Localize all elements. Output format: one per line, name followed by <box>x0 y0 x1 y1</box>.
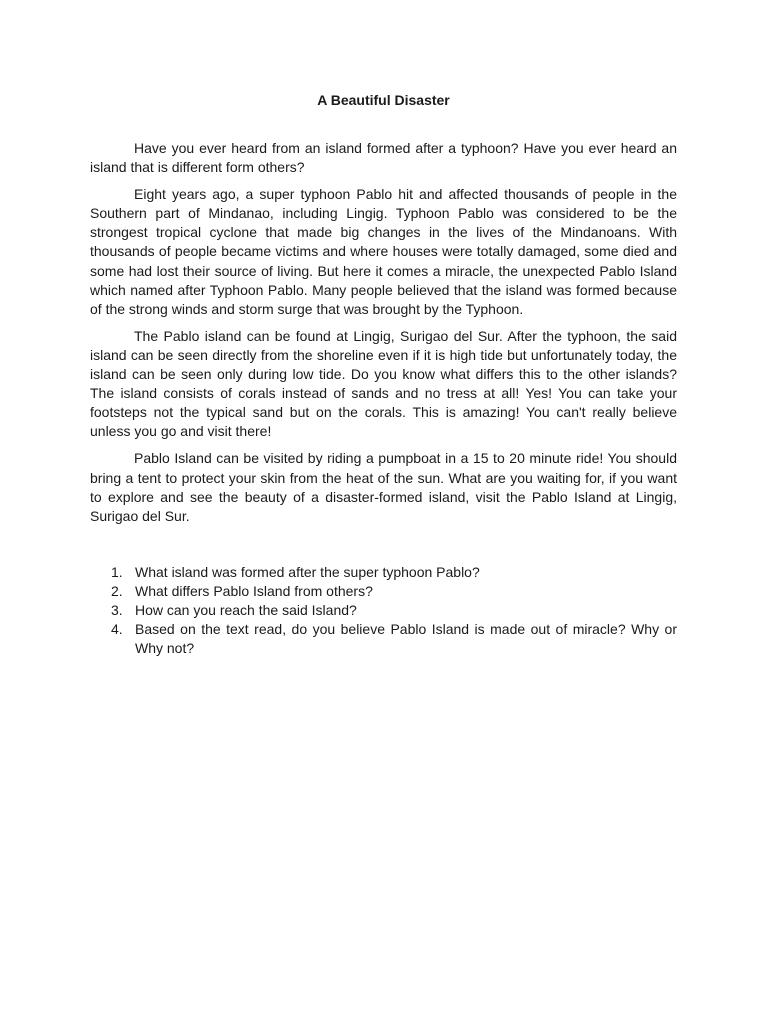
question-item <box>90 563 677 582</box>
question-item <box>90 582 677 601</box>
paragraph-location: The Pablo island can be found at Lingig, Surigao del Sur. After the typhoon, the said island can be seen directly from the shoreline even if it is high tide but unfortunately today, the island can be seen only during low tide. Do you know what differs this to the other islands? The island consists of corals instead of sands and no tress at all! Yes! You can take your footsteps not the typical sand but on the corals. This is amazing! You can't really believe unless you go and visit there! <box>90 327 677 440</box>
question-list <box>90 563 677 658</box>
question-item <box>90 601 677 620</box>
question-number: 4. <box>111 621 123 638</box>
document-page <box>90 90 677 658</box>
paragraph-typhoon: Eight years ago, a super typhoon Pablo hit and affected thousands of people in the Southern part of Mindanao, including Lingig. Typhoon Pablo was considered to be the strongest tropical cyclone that made big changes in the lives of the Mindanoans. With thousands of people became victims and where houses were totally damaged, some died and some had lost their source of living. But here it comes a miracle, the unexpected Pablo Island which named after Typhoon Pablo. Many people believed that the island was formed because of the strong winds and storm surge that was brought by the Typhoon. <box>90 186 677 317</box>
question-number: 1. <box>111 563 123 580</box>
question-text: Based on the text read, do you believe Pablo Island is made out of miracle? Why or Why not? <box>135 621 677 657</box>
question-text: How can you reach the said Island? <box>135 601 357 618</box>
document-title: A Beautiful Disaster <box>317 92 450 108</box>
paragraph-intro: Have you ever heard from an island formed after a typhoon? Have you ever heard an island that is different form others? <box>90 140 677 176</box>
question-text: What island was formed after the super typhoon Pablo? <box>135 563 480 580</box>
question-number: 3. <box>111 601 123 618</box>
question-number: 2. <box>111 582 123 599</box>
question-item <box>90 620 677 658</box>
question-text: What differs Pablo Island from others? <box>135 582 373 599</box>
paragraph-visit: Pablo Island can be visited by riding a pumpboat in a 15 to 20 minute ride! You should bring a tent to protect your skin from the heat of the sun. What are you waiting for, if you want to explore and see the beauty of a disaster-formed island, visit the Pablo Island at Lingig, Surigao del Sur. <box>90 450 677 524</box>
